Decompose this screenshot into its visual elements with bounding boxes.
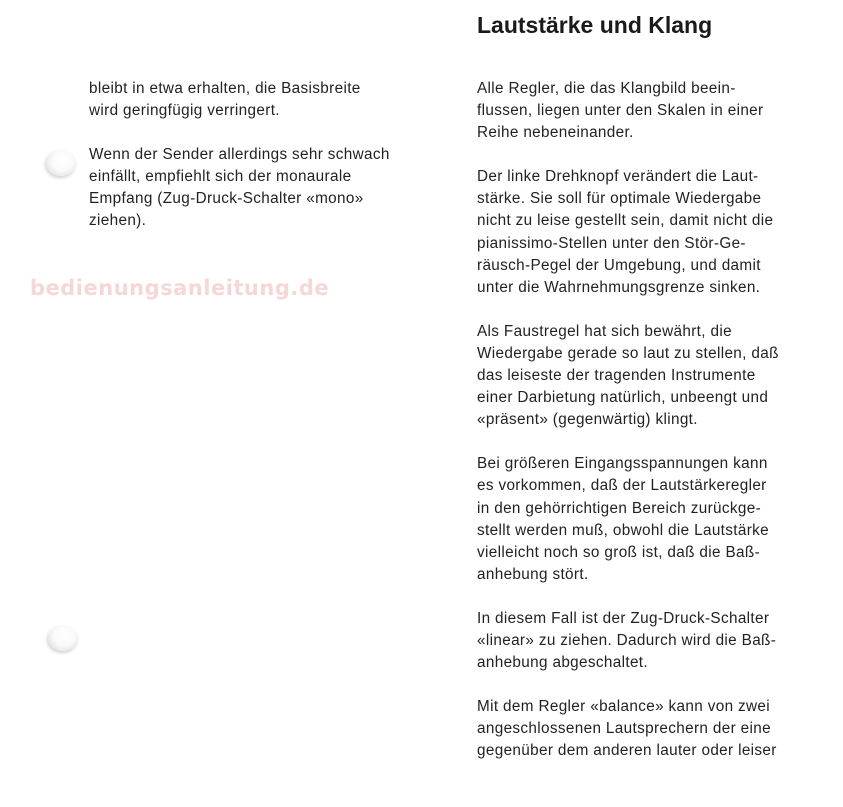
text-line: gegenüber dem anderen lauter oder leiser [477, 742, 777, 760]
paragraph [477, 453, 827, 586]
text-line: Reihe nebeneinander. [477, 124, 634, 142]
text-line: Als Faustregel hat sich bewährt, die [477, 322, 732, 340]
text-line: wird geringfügig verringert. [89, 102, 280, 120]
text-line: vielleicht noch so groß ist, daß die Baß- [477, 543, 761, 561]
text-line: stellt werden muß, obwohl die Lautstärke [477, 521, 770, 539]
text-line: es vorkommen, daß der Lautstärkeregler [477, 477, 767, 495]
paragraph-gap [89, 122, 439, 144]
text-line: stärke. Sie soll für optimale Wiedergabe [477, 190, 762, 208]
text-line: Mit dem Regler «balance» kann von zwei [477, 698, 771, 716]
paragraph [89, 144, 439, 232]
text-line: einfällt, empfiehlt sich der monaurale [89, 168, 352, 186]
text-line: Empfang (Zug-Druck-Schalter «mono» [89, 190, 364, 208]
text-line: flussen, liegen unter den Skalen in einer [477, 102, 764, 120]
text-line: ziehen). [89, 212, 147, 230]
text-line: angeschlossenen Lautsprechern der eine [477, 720, 771, 738]
section-heading: Lautstärke und Klang [477, 12, 713, 38]
text-line: bleibt in etwa erhalten, die Basisbreite [89, 80, 361, 97]
text-line: anhebung stört. [477, 565, 589, 583]
paragraph-gap [477, 299, 827, 321]
paragraph-gap [477, 144, 827, 166]
text-line: einer Darbietung natürlich, unbeengt und [477, 389, 769, 407]
text-line: «linear» zu ziehen. Dadurch wird die Baß- [477, 631, 777, 649]
paragraph-gap [477, 431, 827, 453]
text-line: räusch-Pegel der Umgebung, und damit [477, 256, 761, 274]
paragraph [477, 166, 827, 299]
text-line: In diesem Fall ist der Zug-Druck-Schalter [477, 609, 770, 627]
punch-hole-top [46, 150, 76, 176]
text-line: pianissimo-Stellen unter den Stör-Ge- [477, 234, 746, 252]
punch-hole-bottom [48, 625, 78, 651]
paragraph-gap [477, 586, 827, 608]
right-column [477, 78, 827, 762]
paragraph [477, 696, 827, 762]
text-line: unter die Wahrnehmungsgrenze sinken. [477, 278, 761, 296]
text-line: Der linke Drehknopf verändert die Laut- [477, 168, 759, 186]
text-line: Bei größeren Eingangsspannungen kann [477, 455, 768, 473]
text-line: nicht zu leise gestellt sein, damit nicht die [477, 212, 774, 230]
text-line: Alle Regler, die das Klangbild beein- [477, 80, 736, 97]
paragraph-gap [477, 674, 827, 696]
text-line: anhebung abgeschaltet. [477, 654, 649, 672]
text-line: das leiseste der tragenden Instrumente [477, 367, 756, 385]
text-line: in den gehörrichtigen Bereich zurückge- [477, 499, 762, 517]
paragraph [477, 608, 827, 674]
text-line: Wiedergabe gerade so laut zu stellen, daß [477, 344, 779, 362]
left-column [89, 78, 439, 233]
text-line: Wenn der Sender allerdings sehr schwach [89, 146, 390, 164]
text-line: «präsent» (gegenwärtig) klingt. [477, 411, 698, 429]
paragraph [89, 78, 439, 122]
paragraph [477, 78, 827, 144]
watermark: bedienungsanleitung.de [30, 276, 330, 300]
paragraph [477, 321, 827, 431]
